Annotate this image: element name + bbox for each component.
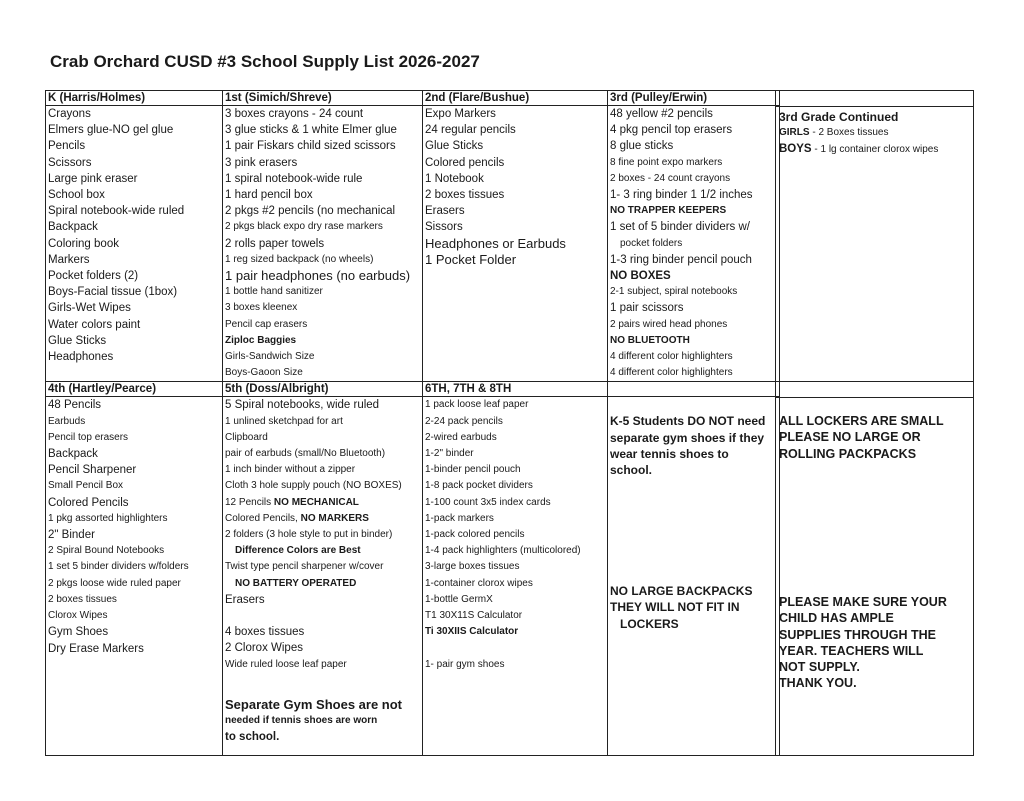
list-item: 48 yellow #2 pencils <box>610 108 713 120</box>
list-item: 2 boxes tissues <box>425 189 505 202</box>
list-item: 4 boxes tissues <box>225 626 305 639</box>
upper-body-row <box>46 106 780 382</box>
list-item: T1 30X11S Calculator <box>425 610 523 622</box>
lower-body-row <box>46 397 780 756</box>
girls-label: GIRLS <box>779 127 810 138</box>
supplies-note-line: PLEASE MAKE SURE YOUR <box>779 595 947 609</box>
list-item: 1 pair headphones (no earbuds) <box>225 268 411 284</box>
list-item: 2 folders (3 hole style to put in binder) <box>225 529 393 541</box>
header-row-top <box>46 91 780 106</box>
list-item: Spiral notebook-wide ruled <box>48 205 185 218</box>
third-grade-continued <box>776 90 974 756</box>
list-item: 1 inch binder without a zipper <box>225 464 356 476</box>
list-item: Sissors <box>425 221 463 234</box>
list-item: 1 pkg assorted highlighters <box>48 512 168 524</box>
header-5th: 5th (Doss/Albright) <box>223 382 423 397</box>
list-item: 1 pair Fiskars child sized scissors <box>225 140 396 153</box>
list-item: Gym Shoes <box>48 626 109 639</box>
continued-girls <box>779 125 970 141</box>
item-text: 12 Pencils <box>225 496 274 508</box>
list-item: Large pink eraser <box>48 172 138 185</box>
list-item: Erasers <box>225 593 265 606</box>
list-item: Colored pencils <box>425 156 505 169</box>
list-2nd <box>423 106 608 382</box>
list-item: to school. <box>225 731 280 744</box>
list-item: Earbuds <box>48 415 86 427</box>
list-item: 1 Pocket Folder <box>425 251 517 267</box>
list-item: 1-bottle GermX <box>425 593 493 605</box>
list-item: 5 Spiral notebooks, wide ruled <box>225 399 380 412</box>
list-item: 1-4 pack highlighters (multicolored) <box>425 545 581 557</box>
list-item: 8 fine point expo markers <box>610 156 723 168</box>
list-item: 1-3 ring binder pencil pouch <box>610 253 752 266</box>
list-item: Glue Sticks <box>425 140 484 153</box>
list-item: Elmers glue-NO gel glue <box>48 124 174 137</box>
list-item: 2 pkgs #2 pencils (no mechanical <box>225 205 396 218</box>
supplies-note-line: NOT SUPPLY. <box>779 660 860 675</box>
list-item <box>225 495 420 511</box>
list-item: 1 reg sized backpack (no wheels) <box>225 253 374 265</box>
list-item: 3 pink erasers <box>225 156 298 169</box>
header-3rd: 3rd (Pulley/Erwin) <box>608 91 776 106</box>
header-6th-8th: 6TH, 7TH & 8TH <box>423 382 608 397</box>
list-item: Boys-Gaoon Size <box>225 367 303 379</box>
list-item: NO BLUETOOTH <box>610 334 690 346</box>
list-3rd <box>608 106 776 382</box>
list-item: 1 Notebook <box>425 172 484 185</box>
list-item: Boys-Facial tissue (1box) <box>48 286 178 299</box>
list-item: pocket folders <box>620 237 683 249</box>
item-text: Colored Pencils, <box>225 512 301 524</box>
list-item: 4 different color highlighters <box>610 367 733 379</box>
list-item: 4 different color highlighters <box>610 351 733 363</box>
backpack-note-line: THEY WILL NOT FIT IN <box>610 600 740 615</box>
list-item: Dry Erase Markers <box>48 642 144 655</box>
list-item: Backpack <box>48 221 98 234</box>
list-item: 2 Spiral Bound Notebooks <box>48 545 165 557</box>
k5-note-line: separate gym shoes if they <box>610 430 765 445</box>
list-item: 1 set of 5 binder dividers w/ <box>610 221 750 234</box>
list-item: School box <box>48 189 105 202</box>
list-item: 1- pair gym shoes <box>425 658 505 670</box>
k5-note-line: K-5 Students DO NOT need <box>610 414 766 429</box>
list-item: Pocket folders (2) <box>48 270 139 283</box>
list-item: Ziploc Baggies <box>225 334 297 346</box>
list-item: 1- 3 ring binder 1 1/2 inches <box>610 189 753 202</box>
page-title: Crab Orchard CUSD #3 School Supply List 2026-2027 <box>50 52 480 71</box>
header-k: K (Harris/Holmes) <box>46 91 223 106</box>
list-item: 1-pack colored pencils <box>425 529 525 541</box>
list-item: Headphones or Earbuds <box>425 235 566 251</box>
list-item: 2" Binder <box>48 529 95 542</box>
list-item: 4 pkg pencil top erasers <box>610 124 733 137</box>
list-item: 2 pkgs loose wide ruled paper <box>48 577 181 589</box>
list-item: 2 pairs wired head phones <box>610 318 728 330</box>
list-item: Erasers <box>425 205 465 218</box>
notes-column <box>608 397 776 756</box>
list-item: Water colors paint <box>48 318 141 331</box>
list-item: Clorox Wipes <box>48 610 108 622</box>
lockers-note-line: PLEASE NO LARGE OR <box>779 430 921 445</box>
list-item: 3 boxes crayons - 24 count <box>225 108 364 120</box>
list-item: 1-2" binder <box>425 448 474 460</box>
list-item <box>225 511 420 527</box>
list-item: 1-100 count 3x5 index cards <box>425 496 551 508</box>
list-item: 1-pack markers <box>425 512 494 524</box>
list-item: 3-large boxes tissues <box>425 561 520 573</box>
list-5th <box>223 397 423 756</box>
continued-boys <box>779 141 970 158</box>
list-item: Expo Markers <box>425 108 496 120</box>
list-item: 2 pkgs black expo dry rase markers <box>225 221 383 233</box>
continued-heading: 3rd Grade Continued <box>779 110 899 124</box>
lockers-note-line: ROLLING PACKPACKS <box>779 446 917 461</box>
list-item: Girls-Wet Wipes <box>48 302 131 315</box>
list-k <box>46 106 223 382</box>
list-item: 2 boxes tissues <box>48 593 117 605</box>
list-item: 2 rolls paper towels <box>225 237 325 250</box>
list-item: 1-8 pack pocket dividers <box>425 480 533 492</box>
supplies-note-line: YEAR. TEACHERS WILL <box>779 643 924 658</box>
supplies-note-line: CHILD HAS AMPLE <box>779 611 894 626</box>
backpack-note-line: NO LARGE BACKPACKS <box>610 584 753 599</box>
list-item: Clipboard <box>225 431 268 443</box>
list-item: NO BOXES <box>610 270 671 283</box>
list-item: 1 bottle hand sanitizer <box>225 286 323 298</box>
list-item: 48 Pencils <box>48 399 102 412</box>
list-item: 1 hard pencil box <box>225 189 313 202</box>
boys-text: - 1 lg container clorox wipes <box>811 144 939 155</box>
list-item: 1-container clorox wipes <box>425 577 533 589</box>
list-item: Wide ruled loose leaf paper <box>225 658 347 670</box>
list-item: Crayons <box>48 108 91 120</box>
list-item: Small Pencil Box <box>48 480 124 492</box>
continued-header-cell <box>776 91 973 107</box>
list-item: Girls-Sandwich Size <box>225 351 315 363</box>
item-emphasis: NO MECHANICAL <box>273 496 359 508</box>
list-item: Pencil Sharpener <box>48 464 137 477</box>
list-item: Pencils <box>48 140 86 153</box>
list-item: Pencil top erasers <box>48 431 129 443</box>
list-item: NO TRAPPER KEEPERS <box>610 205 727 217</box>
list-item: Separate Gym Shoes are not <box>225 696 403 712</box>
k5-note-line: wear tennis shoes to <box>610 446 729 461</box>
header-2nd: 2nd (Flare/Bushue) <box>423 91 608 106</box>
backpack-note-line: LOCKERS <box>620 616 679 631</box>
boys-label: BOYS <box>779 143 812 155</box>
list-item: 1-binder pencil pouch <box>425 464 521 476</box>
lockers-note <box>779 413 944 462</box>
list-item: Twist type pencil sharpener w/cover <box>225 561 384 573</box>
list-item: Pencil cap erasers <box>225 318 308 330</box>
list-item: 24 regular pencils <box>425 124 516 137</box>
list-item: 2 boxes - 24 count crayons <box>610 172 731 184</box>
list-4th <box>46 397 223 756</box>
header-blank-a <box>608 382 776 397</box>
list-item: 2-1 subject, spiral notebooks <box>610 286 738 298</box>
header-1st: 1st (Simich/Shreve) <box>223 91 423 106</box>
list-item: 1 pack loose leaf paper <box>425 399 529 411</box>
list-item: 2 Clorox Wipes <box>225 642 303 655</box>
item-emphasis: NO MARKERS <box>300 512 369 524</box>
list-item: 1 set 5 binder dividers w/folders <box>48 561 189 573</box>
list-item: 1 spiral notebook-wide rule <box>225 172 363 185</box>
girls-text: - 2 Boxes tissues <box>809 127 889 138</box>
supplies-note-line: THANK YOU. <box>779 676 857 691</box>
list-item: Difference Colors are Best <box>235 545 361 557</box>
list-item: pair of earbuds (small/No Bluetooth) <box>225 448 386 460</box>
list-item: Ti 30XIIS Calculator <box>425 626 519 638</box>
list-item: Backpack <box>48 448 98 461</box>
lower-header-divider <box>776 381 973 398</box>
lockers-note-line: ALL LOCKERS ARE SMALL <box>779 414 944 428</box>
supply-table <box>45 90 780 756</box>
list-item: Markers <box>48 253 90 266</box>
list-item: needed if tennis shoes are worn <box>225 714 378 726</box>
list-6th-8th <box>423 397 608 756</box>
header-row-bottom <box>46 382 780 397</box>
list-item: 8 glue sticks <box>610 140 674 153</box>
list-item: 3 boxes kleenex <box>225 302 298 314</box>
list-item: Scissors <box>48 156 92 169</box>
header-4th: 4th (Hartley/Pearce) <box>46 382 223 397</box>
list-item: NO BATTERY OPERATED <box>235 577 357 589</box>
supplies-note <box>779 594 947 692</box>
list-item: Coloring book <box>48 237 119 250</box>
list-item: 2-wired earbuds <box>425 431 497 443</box>
list-item: Cloth 3 hole supply pouch (NO BOXES) <box>225 480 402 492</box>
list-item: Headphones <box>48 351 114 364</box>
list-item: 1 unlined sketchpad for art <box>225 415 343 427</box>
list-1st <box>223 106 423 382</box>
supplies-note-line: SUPPLIES THROUGH THE <box>779 627 936 642</box>
k5-note-line: school. <box>610 463 653 478</box>
list-item: 2-24 pack pencils <box>425 415 503 427</box>
list-item: Colored Pencils <box>48 496 129 509</box>
list-item: Glue Sticks <box>48 334 107 347</box>
list-item: 3 glue sticks & 1 white Elmer glue <box>225 124 397 137</box>
list-item: 1 pair scissors <box>610 302 684 315</box>
